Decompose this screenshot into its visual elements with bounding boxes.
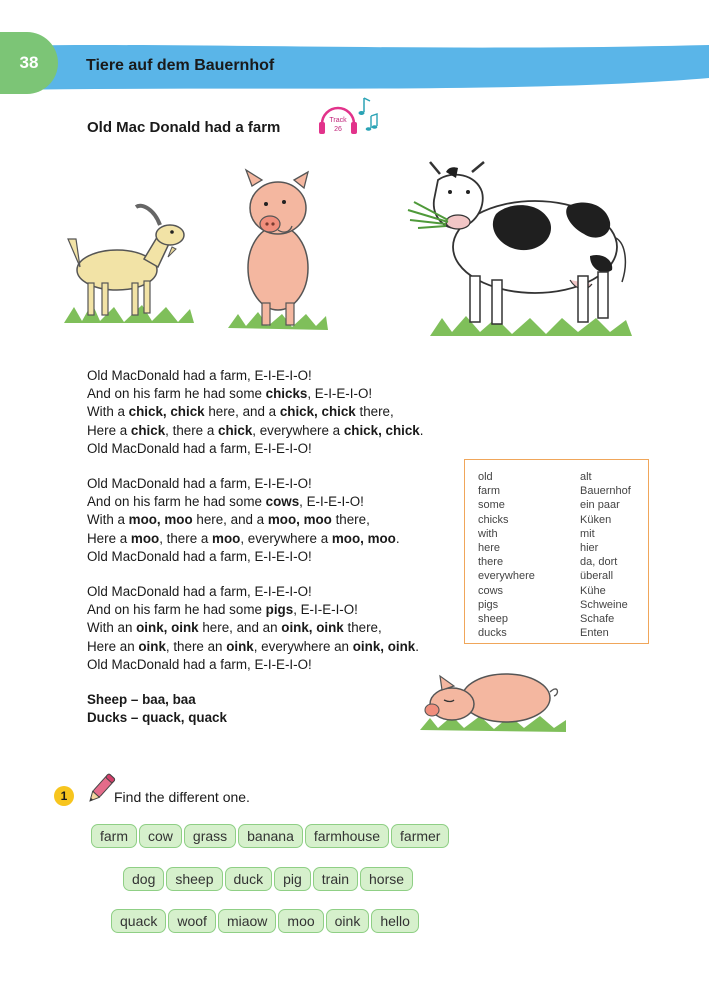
lyric-line: Old MacDonald had a farm, E-I-E-I-O! <box>87 440 312 456</box>
word-row-2 <box>123 867 415 891</box>
vocab-german: ein paar <box>580 499 620 512</box>
vocab-german: hier <box>580 542 599 554</box>
headphones-track-icon <box>314 94 380 142</box>
vocab-german: da, dort <box>580 556 618 569</box>
word-chip[interactable]: cow <box>139 824 182 848</box>
vocab-english: sheep <box>478 613 508 625</box>
word-chip[interactable]: horse <box>360 867 413 891</box>
lyric-line: Here an oink, there an oink, everywhere an oink, oink. <box>87 638 419 654</box>
vocab-english: there <box>478 556 504 569</box>
word-chip[interactable]: miaow <box>218 909 276 933</box>
word-chip[interactable]: banana <box>238 824 303 848</box>
lyric-line: Old MacDonald had a farm, E-I-E-I-O! <box>87 548 312 564</box>
verse-2 <box>87 475 424 566</box>
vocab-english: old <box>478 471 493 483</box>
lyric-line: With a moo, moo here, and a moo, moo there, <box>87 512 370 528</box>
extra-verses <box>87 691 424 727</box>
vocabulary-box <box>464 459 649 644</box>
exercise-number: 1 <box>54 786 74 806</box>
cow-illustration <box>400 152 635 340</box>
lyric-line: With a chick, chick here, and a chick, chick there, <box>87 404 394 420</box>
word-row-3 <box>111 909 421 933</box>
word-chip[interactable]: farmer <box>391 824 449 848</box>
vocab-english: pigs <box>478 598 499 611</box>
word-chip[interactable]: woof <box>168 909 216 933</box>
word-chip[interactable]: oink <box>326 909 370 933</box>
lyric-line: Here a moo, there a moo, everywhere a moo, moo. <box>87 530 400 546</box>
track-number: 26 <box>334 126 342 133</box>
lying-pig-illustration <box>418 658 568 733</box>
vocab-german: mit <box>580 527 595 540</box>
word-row-1 <box>91 824 451 848</box>
pencil-icon <box>84 770 118 806</box>
word-chip[interactable]: dog <box>123 867 164 891</box>
word-chip[interactable]: grass <box>184 824 236 848</box>
goat-illustration <box>62 195 197 330</box>
vocab-english: chicks <box>478 513 509 526</box>
word-chip[interactable]: moo <box>278 909 323 933</box>
vocab-english: everywhere <box>478 570 535 583</box>
word-chip[interactable]: farmhouse <box>305 824 389 848</box>
lyric-line: And on his farm he had some cows, E-I-E-I-O! <box>87 494 364 510</box>
word-chip[interactable]: pig <box>274 867 311 891</box>
vocab-english: here <box>478 542 501 554</box>
vocab-german: alt <box>580 471 592 483</box>
vocab-english: ducks <box>478 627 507 640</box>
vocab-german: Kühe <box>580 584 606 597</box>
vocab-german: Enten <box>580 627 609 640</box>
page-number: 38 <box>0 32 58 94</box>
vocab-german: Küken <box>580 513 612 526</box>
word-chip[interactable]: duck <box>225 867 273 891</box>
vocab-german: überall <box>580 570 614 583</box>
pig-illustration <box>228 168 328 333</box>
word-chip[interactable]: farm <box>91 824 137 848</box>
vocab-english: cows <box>478 584 504 597</box>
word-chip[interactable]: train <box>313 867 358 891</box>
song-title: Old Mac Donald had a farm <box>87 119 281 136</box>
word-chip[interactable]: hello <box>371 909 419 933</box>
word-chip[interactable]: quack <box>111 909 166 933</box>
lyric-line: Old MacDonald had a farm, E-I-E-I-O! <box>87 476 312 492</box>
page-title: Tiere auf dem Bauernhof <box>86 57 275 74</box>
lyric-line: Old MacDonald had a farm, E-I-E-I-O! <box>87 656 312 672</box>
vocab-german: Schweine <box>580 598 628 611</box>
vocab-german: Bauernhof <box>580 485 631 498</box>
extra-line: Sheep – baa, baa <box>87 692 196 708</box>
vocab-english: farm <box>478 485 500 498</box>
song-lyrics <box>87 367 424 727</box>
lyric-line: And on his farm he had some chicks, E-I-E-I-O! <box>87 386 373 402</box>
vocab-german: Schafe <box>580 613 615 625</box>
lyric-line: And on his farm he had some pigs, E-I-E-I-O! <box>87 602 358 618</box>
vocab-english: with <box>478 527 498 540</box>
exercise-instruction: Find the different one. <box>114 789 250 805</box>
vocab-english: some <box>478 499 505 512</box>
verse-1 <box>87 367 424 458</box>
lyric-line: With an oink, oink here, and an oink, oink there, <box>87 620 382 636</box>
word-chip[interactable]: sheep <box>166 867 222 891</box>
track-label: Track <box>329 117 347 124</box>
lyric-line: Here a chick, there a chick, everywhere a chick, chick. <box>87 422 424 438</box>
verse-3 <box>87 583 424 674</box>
lyric-line: Old MacDonald had a farm, E-I-E-I-O! <box>87 584 312 600</box>
lyric-line: Old MacDonald had a farm, E-I-E-I-O! <box>87 368 312 383</box>
extra-line: Ducks – quack, quack <box>87 710 227 726</box>
